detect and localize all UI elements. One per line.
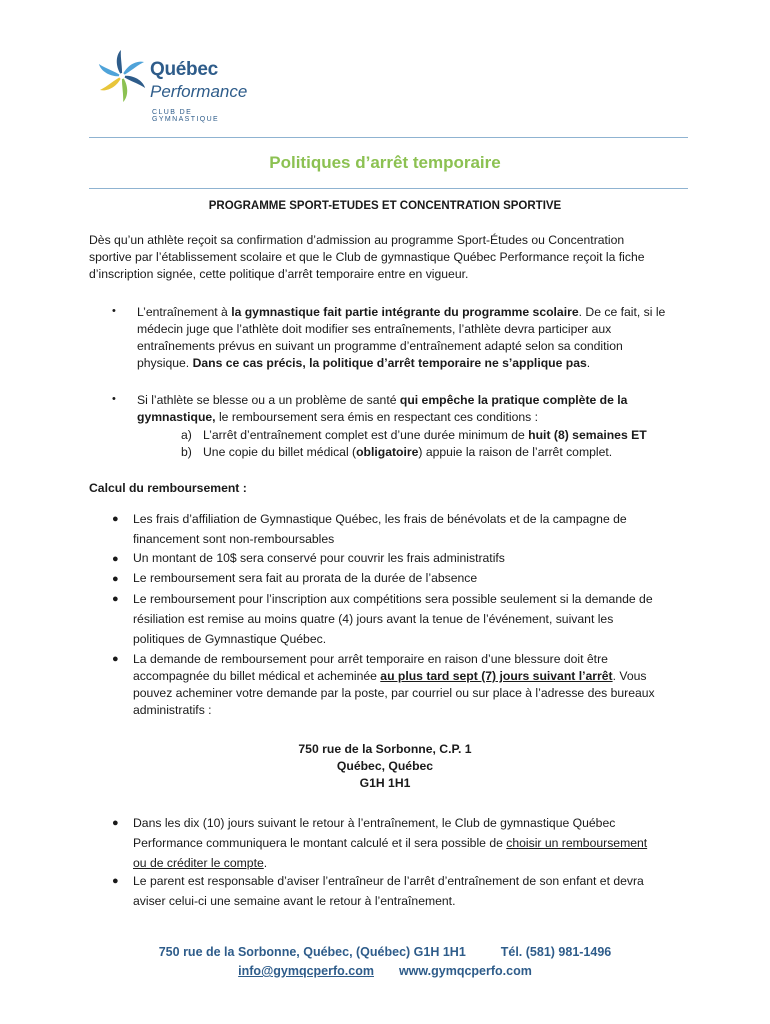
title-divider — [89, 188, 688, 189]
footer-website: www.gymqcperfo.com — [398, 964, 532, 978]
bullet-marker: ● — [112, 653, 119, 665]
pinwheel-logo-icon — [92, 46, 152, 106]
intro-line: Dès qu’un athlète reçoit sa confirmation d’admission au programme Sport-Études ou Concentration — [89, 233, 625, 247]
logo-text-performance: Performance — [150, 82, 248, 101]
page-title: Politiques d’arrêt temporaire — [269, 153, 501, 172]
refund-calc-heading: Calcul du remboursement : — [89, 481, 247, 495]
calc-item-request: La demande de remboursement pour arrêt temporaire en raison d’une blessure doit être accompagnée du billet médical et acheminée au plus tard sept (7) jours suivant l’arrêt. Vous pouvez acheminer votre demande par la poste, par courriel ou sur place à l’adresse des bureaux administratifs : — [133, 652, 655, 717]
bullet-marker: • — [112, 305, 116, 317]
bullet-marker: ● — [112, 875, 119, 887]
footer-address: 750 rue de la Sorbonne, Québec, (Québec) G1H 1H1 — [158, 945, 466, 959]
office-address: 750 rue de la Sorbonne, C.P. 1 Québec, Québec G1H 1H1 — [298, 742, 472, 790]
logo-subtitle: CLUB DE GYMNASTIQUE — [152, 109, 220, 123]
intro-line: d’inscription signée, cette politique d’arrêt temporaire entre en vigueur. — [89, 267, 469, 281]
condition-a: L’arrêt d’entraînement complet est d’une durée minimum de huit (8) semaines ET — [203, 428, 647, 442]
calc-item-admin-fee: Un montant de 10$ sera conservé pour couvrir les frais administratifs — [133, 551, 505, 565]
condition-a-marker: a) — [181, 428, 192, 442]
intro-line: sportive par l’établissement scolaire et que le Club de gymnastique Québec Performance reçoit la fiche — [89, 250, 645, 264]
bullet-marker: ● — [112, 553, 119, 565]
header-divider — [89, 137, 688, 138]
footer-contact — [0, 945, 770, 959]
club-logo — [92, 46, 262, 126]
bullet-marker: ● — [112, 513, 119, 525]
after-item-parent: Le parent est responsable d’aviser l’entraîneur de l’arrêt d’entraînement de son enfant et devra aviser celui-ci une semaine avant le retour à l’entraînement. — [133, 874, 644, 908]
bullet-injury-refund: Si l’athlète se blesse ou a un problème de santé qui empêche la pratique complète de la gymnastique, le remboursement sera émis en respectant ces conditions : — [137, 393, 628, 424]
condition-b-marker: b) — [181, 445, 192, 459]
logo-text-quebec: Québec — [150, 59, 218, 80]
bullet-marker: ● — [112, 593, 119, 605]
footer-email-link[interactable]: info@gymqcperfo.com — [238, 964, 374, 978]
intro-paragraph — [89, 232, 689, 283]
calc-item-nonrefundable: Les frais d’affiliation de Gymnastique Québec, les frais de bénévolats et de la campagne de financement sont non-remboursables — [133, 512, 627, 546]
calc-item-prorata: Le remboursement sera fait au prorata de la durée de l’absence — [133, 571, 478, 585]
footer-links — [0, 964, 770, 978]
after-item-return: Dans les dix (10) jours suivant le retour à l’entraînement, le Club de gymnastique Québec Performance communiquera le montant calculé et il sera possible de choisir un remboursement ou de créditer le compte. — [133, 816, 648, 870]
program-subtitle: PROGRAMME SPORT-ETUDES ET CONCENTRATION SPORTIVE — [208, 200, 562, 212]
bullet-marker: ● — [112, 573, 119, 585]
condition-b: Une copie du billet médical (obligatoire) appuie la raison de l’arrêt complet. — [203, 445, 613, 459]
bullet-training-integral: L’entraînement à la gymnastique fait partie intégrante du programme scolaire. De ce fait, si le médecin juge que l’athlète doit modifier ses entraînements, l’athlète devra participer aux entraînements prévus en suivant un programme d’entraînement adapté selon sa condition physique. Dans ce cas précis, la politique d’arrêt temporaire ne s’applique pas. — [137, 305, 666, 370]
footer-phone: Tél. (581) 981-1496 — [500, 945, 612, 959]
calc-item-competitions: Le remboursement pour l’inscription aux compétitions sera possible seulement si la demande de résiliation est remise au moins quatre (4) jours avant la tenue de l’événement, suivant les politiques de Gymnastique Québec. — [133, 592, 653, 646]
bullet-marker: ● — [112, 817, 119, 829]
bullet-marker: • — [112, 393, 116, 405]
